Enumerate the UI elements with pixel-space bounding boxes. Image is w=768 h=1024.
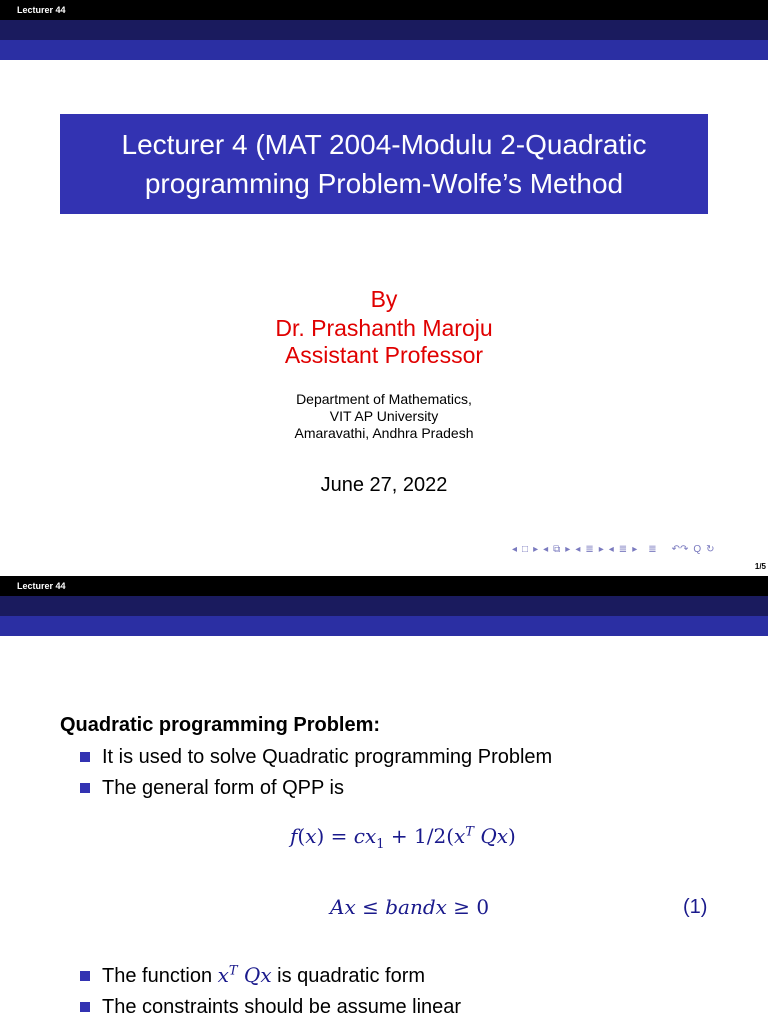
- section-icon[interactable]: ≣: [585, 544, 594, 555]
- nav-prev-section-icon[interactable]: ◂: [575, 544, 581, 555]
- bullet-item: [80, 776, 344, 800]
- page-number: 1/5: [754, 562, 766, 571]
- bullet-text: The function $x^T$ Qx is quadratic form: [102, 963, 426, 987]
- bullet-item: [80, 745, 552, 769]
- nav-prev-document-icon[interactable]: ◂: [608, 544, 614, 555]
- header-bar: [0, 0, 768, 20]
- header-band-dark: [0, 20, 768, 40]
- bullet-square-icon: [80, 971, 90, 981]
- refresh-icon[interactable]: ↻: [706, 544, 715, 555]
- university: VIT AP University: [329, 408, 439, 424]
- slide-2: [0, 576, 768, 1024]
- bullet-square-icon: [80, 752, 90, 762]
- header-label: Lecturer 44: [17, 5, 66, 15]
- department: Department of Mathematics,: [296, 391, 472, 407]
- title-line-2: programming Problem-Wolfe’s Method: [144, 168, 624, 199]
- nav-next-document-icon[interactable]: ▸: [632, 544, 638, 555]
- title-line-1: Lecturer 4 (MAT 2004-Modulu 2-Quadratic: [121, 129, 647, 160]
- search-icon[interactable]: Q: [693, 544, 702, 555]
- bullet-item: [80, 963, 425, 988]
- constraint-equation: Ax ≤ bandx ≥ 0: [330, 895, 490, 919]
- header-label: Lecturer 44: [17, 581, 66, 591]
- nav-next-frame-icon[interactable]: ▸: [533, 544, 539, 555]
- location: Amaravathi, Andhra Pradesh: [294, 425, 474, 441]
- nav-next-section-icon[interactable]: ▸: [598, 544, 604, 555]
- nav-prev-frame-icon[interactable]: ◂: [512, 544, 518, 555]
- objective-equation: $f(x) = cx_1 + 1/2(x^T$ Qx): [290, 824, 516, 852]
- date: June 27, 2022: [320, 474, 448, 496]
- bullet-item: [80, 995, 461, 1019]
- bullet-square-icon: [80, 1002, 90, 1012]
- header-band-blue: [0, 40, 768, 60]
- header-band-blue: [0, 616, 768, 636]
- bullet-text: It is used to solve Quadratic programming Problem: [102, 746, 553, 768]
- equation-number: (1): [683, 896, 708, 918]
- header-band-dark: [0, 596, 768, 616]
- nav-prev-subsection-icon[interactable]: ◂: [543, 544, 549, 555]
- author-position: Assistant Professor: [284, 342, 484, 368]
- section-title: Quadratic programming Problem:: [60, 714, 381, 736]
- subsection-icon[interactable]: ⧉: [553, 544, 561, 555]
- by-label: By: [370, 286, 398, 312]
- frame-icon[interactable]: □: [522, 544, 529, 555]
- bullet-square-icon: [80, 783, 90, 793]
- bullet-text: The general form of QPP is: [102, 777, 344, 799]
- nav-next-subsection-icon[interactable]: ▸: [565, 544, 571, 555]
- header-bar: [0, 576, 768, 596]
- undo-redo-icon[interactable]: ↶↷: [671, 544, 689, 555]
- appendix-icon[interactable]: ≣: [648, 544, 657, 555]
- author-name: Dr. Prashanth Maroju: [275, 315, 493, 341]
- bullet-text: The constraints should be assume linear: [102, 996, 462, 1018]
- title-box: [60, 114, 708, 214]
- document-icon[interactable]: ≣: [618, 544, 628, 555]
- beamer-navigation[interactable]: [512, 543, 720, 557]
